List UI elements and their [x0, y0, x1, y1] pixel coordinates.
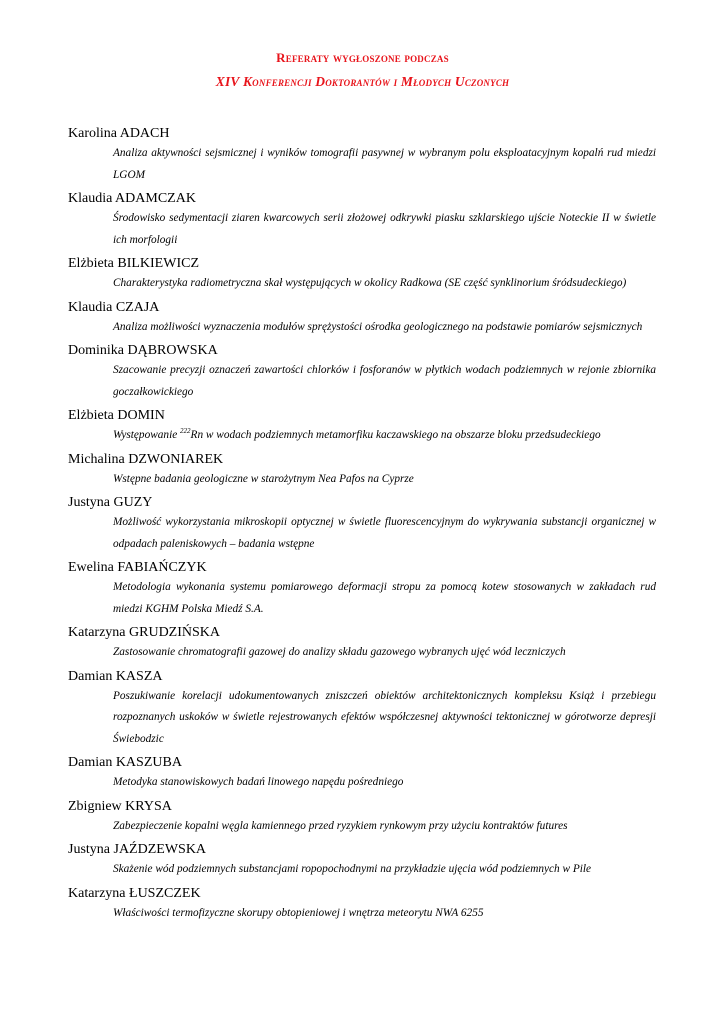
list-item — [68, 797, 656, 838]
list-item — [68, 124, 656, 186]
list-item — [68, 884, 656, 925]
list-item — [68, 406, 656, 447]
paper-list — [68, 124, 656, 927]
author-name: Justyna JAŹDZEWSKA — [68, 842, 207, 857]
document-heading-line-1: Referaty wygłoszone podczas — [276, 50, 449, 65]
list-item — [68, 623, 656, 664]
author-name: Dominika DĄBROWSKA — [68, 343, 218, 358]
paper-title: Zabezpieczenie kopalni węgla kamiennego przed ryzykiem rynkowym przy użyciu kontraktów futures — [113, 819, 568, 832]
author-name: Elżbieta BILKIEWICZ — [68, 256, 200, 271]
list-item — [68, 493, 656, 555]
document-heading-line-2: XIV Konferencji Doktorantów i Młodych Uczonych — [215, 74, 510, 89]
list-item — [68, 667, 656, 751]
paper-title: Metodyka stanowiskowych badań linowego napędu pośredniego — [113, 776, 404, 788]
author-name: Klaudia ADAMCZAK — [68, 191, 196, 206]
list-item — [68, 189, 656, 251]
paper-title: Charakterystyka radiometryczna skał występujących w okolicy Radkowa (SE część synklinorium śródsudeckiego) — [113, 277, 627, 289]
author-name: Damian KASZUBA — [68, 755, 182, 770]
list-item — [68, 341, 656, 403]
list-item — [68, 298, 656, 339]
list-item — [68, 558, 656, 620]
paper-title: Środowisko sedymentacji ziaren kwarcowych serii złożowej odkrywki piasku szklarskiego ujście Noteckie II w świetle ich morfologii — [113, 212, 656, 246]
paper-title: Analiza możliwości wyznaczenia modułów sprężystości ośrodka geologicznego na podstawie pomiarów sejsmicznych — [113, 320, 643, 333]
author-name: Ewelina FABIAŃCZYK — [68, 560, 207, 575]
author-name: Klaudia CZAJA — [68, 299, 160, 315]
paper-title: Analiza aktywności sejsmicznej i wyników tomografii pasywnej w wybranym polu eksploatacyjnym kopalń rud miedzi LGOM — [113, 147, 656, 181]
list-item — [68, 254, 656, 295]
paper-title: Skażenie wód podziemnych substancjami ropopochodnymi na przykładzie ujęcia wód podziemnych w Pile — [113, 863, 592, 875]
author-name: Katarzyna ŁUSZCZEK — [68, 885, 201, 901]
paper-title: Zastosowanie chromatografii gazowej do analizy składu gazowego wybranych ujęć wód leczniczych — [113, 646, 566, 658]
paper-title-prefix: Występowanie — [113, 429, 181, 441]
author-name: Karolina ADACH — [68, 126, 170, 141]
list-item — [68, 450, 656, 491]
list-item — [68, 840, 656, 881]
paper-title-rest: Rn w wodach podziemnych metamorfiku kaczawskiego na obszarze bloku przedsudeckiego — [190, 429, 601, 441]
paper-title: Możliwość wykorzystania mikroskopii optycznej w świetle fluorescencyjnym do wykrywania substancji organicznej w odpadach paleniskowych – badania wstępne — [113, 516, 656, 550]
paper-title: Poszukiwanie korelacji udokumentowanych zniszczeń obiektów architektonicznych kompleksu Książ i przebiegu rozpoznanych uskoków w świetle rejestrowanych efektów współczesnej aktywności tektonicznej w górotworze depresji Świebodzic — [113, 689, 656, 745]
author-name: Michalina DZWONIAREK — [68, 451, 224, 467]
paper-title — [68, 425, 656, 447]
paper-title: Metodologia wykonania systemu pomiarowego deformacji stropu za pomocą kotew stosowanych w zakładach rud miedzi KGHM Polska Miedź S.A. — [113, 581, 656, 615]
author-name: Elżbieta DOMIN — [68, 408, 165, 423]
author-name: Damian KASZA — [68, 668, 163, 684]
paper-title: Wstępne badania geologiczne w starożytnym Nea Pafos na Cyprze — [113, 472, 414, 485]
paper-title: Właściwości termofizyczne skorupy obtopieniowej i wnętrza meteorytu NWA 6255 — [113, 906, 484, 919]
isotope-superscript: 222 — [180, 427, 191, 436]
author-name: Zbigniew KRYSA — [68, 798, 172, 814]
author-name: Justyna GUZY — [68, 495, 153, 510]
paper-title: Szacowanie precyzji oznaczeń zawartości chlorków i fosforanów w płytkich wodach podziemnych w rejonie zbiornika goczałkowickiego — [113, 364, 656, 398]
author-name: Katarzyna GRUDZIŃSKA — [68, 625, 221, 640]
list-item — [68, 753, 656, 794]
